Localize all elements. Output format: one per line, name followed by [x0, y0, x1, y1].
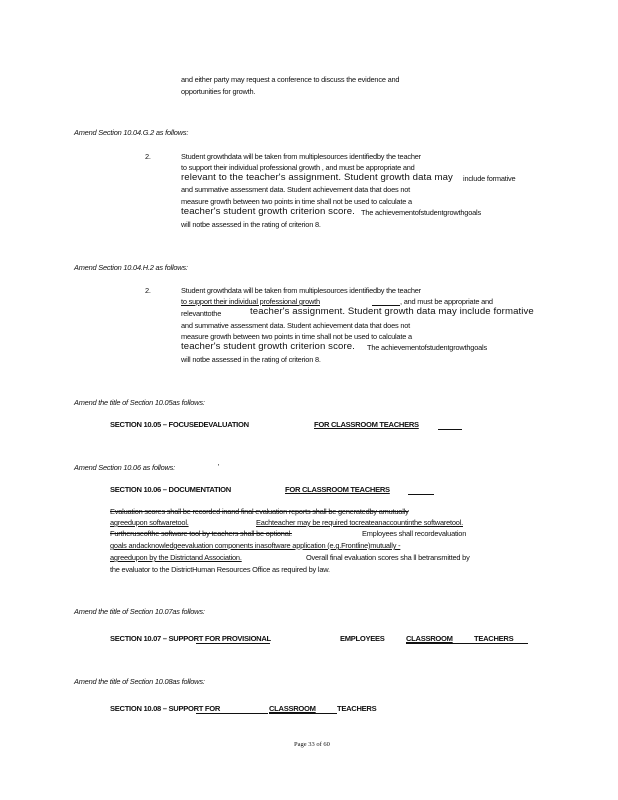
section-heading-10-08: SECTION 10.08 – SUPPORT FOR: [110, 704, 221, 713]
top-line-2: opportunities for growth.: [181, 87, 256, 96]
page-number: Page 33 of 60: [294, 741, 330, 748]
paragraph-line: will notbe assessed in the rating of criterion 8.: [181, 355, 321, 364]
inserted-text: teacher's assignment. Student growth data may include formative: [250, 306, 534, 317]
underline-rule: [196, 643, 270, 644]
paragraph-line: will notbe assessed in the rating of criterion 8.: [181, 220, 321, 229]
section-heading-text: TEACHERS: [337, 704, 377, 713]
paragraph-line: Employees shall recordevaluation: [362, 529, 467, 538]
section-heading-inserted: FOR CLASSROOM TEACHERS: [285, 485, 390, 494]
paragraph-line: and summative assessment data. Student achievement data that does not: [181, 321, 411, 330]
paragraph-line: Student growthdata will be taken from multiplesources identifiedby the teacher: [181, 286, 421, 295]
item-number: 2.: [145, 286, 151, 295]
underlined-text: Eachteacher may be required tocreateanaccountinthe softwaretool.: [256, 518, 463, 527]
stray-mark: ': [218, 462, 220, 471]
paragraph-line: to support their individual professional growth , and must be appropriate and: [181, 163, 415, 172]
amend-heading-10-04-g-2: Amend Section 10.04.G.2 as follows:: [74, 128, 189, 137]
paragraph-line: , and must be appropriate and: [400, 297, 493, 306]
deleted-text: Furtheruseofthe software tool by teachers shall be optional.: [110, 529, 292, 538]
underline-rule: [269, 713, 337, 714]
section-heading-inserted: CLASSROOM: [406, 634, 453, 643]
paragraph-line: Student growthdata will be taken from multiplesources identifiedby the teacher: [181, 152, 421, 161]
underline-rule: [196, 713, 268, 714]
paragraph-line: relevanttothe: [181, 309, 222, 318]
amend-heading-10-08: Amend the title of Section 10.08as follows:: [74, 677, 205, 686]
section-heading-inserted: CLASSROOM: [269, 704, 316, 713]
amend-heading-10-06: Amend Section 10.06 as follows:: [74, 463, 176, 472]
inserted-text: teacher's student growth criterion score.: [181, 206, 355, 217]
paragraph-line: measure growth between two points in time shall not be used to calculate a: [181, 197, 412, 206]
inserted-text: relevant to the teacher's assignment. Student growth data may: [181, 172, 453, 183]
section-heading-10-07: SECTION 10.07 – SUPPORT FOR PROVISIONAL: [110, 634, 271, 643]
section-heading-text: EMPLOYEES: [340, 634, 385, 643]
amend-heading-10-05: Amend the title of Section 10.05as follows:: [74, 398, 205, 407]
underline-rule: [438, 429, 462, 430]
underlined-text: agreedupon by the Districtand Association.: [110, 553, 242, 562]
paragraph-line: Overall final evaluation scores sha ll betransmitted by: [306, 553, 470, 562]
paragraph-line: include formative: [463, 174, 516, 183]
inserted-text: teacher's student growth criterion score.: [181, 341, 355, 352]
section-heading-10-05: SECTION 10.05 – FOCUSEDEVALUATION: [110, 420, 249, 429]
amend-heading-10-07: Amend the title of Section 10.07as follows:: [74, 607, 205, 616]
section-heading-inserted: FOR CLASSROOM TEACHERS: [314, 420, 419, 429]
section-heading-10-06: SECTION 10.06 – DOCUMENTATION: [110, 485, 231, 494]
paragraph-line: measure growth between two points in time shall not be used to calculate a: [181, 332, 412, 341]
underlined-text: goals andacknowledgeevaluation components inasoftware application (e.g.Frontline)mutually -: [110, 541, 401, 550]
section-heading-text: TEACHERS: [474, 634, 514, 643]
deleted-text: Evaluation scores shall be recorded inand final evaluation reports shall be generatedby amutually: [110, 507, 409, 516]
paragraph-line: The achievementofstudentgrowthgoals: [367, 343, 487, 352]
item-number: 2.: [145, 152, 151, 161]
underlined-text: to support their individual professional growth: [181, 297, 320, 306]
underline-rule: [406, 643, 528, 644]
top-line-1: and either party may request a conference to discuss the evidence and: [181, 75, 400, 84]
underline-rule: [408, 494, 434, 495]
underlined-text: agreedupon softwaretool.: [110, 518, 189, 527]
amend-heading-10-04-h-2: Amend Section 10.04.H.2 as follows:: [74, 263, 188, 272]
paragraph-line: and summative assessment data. Student achievement data that does not: [181, 185, 411, 194]
paragraph-line: the evaluator to the DistrictHuman Resources Office as required by law.: [110, 565, 330, 574]
paragraph-line: The achievementofstudentgrowthgoals: [361, 208, 481, 217]
